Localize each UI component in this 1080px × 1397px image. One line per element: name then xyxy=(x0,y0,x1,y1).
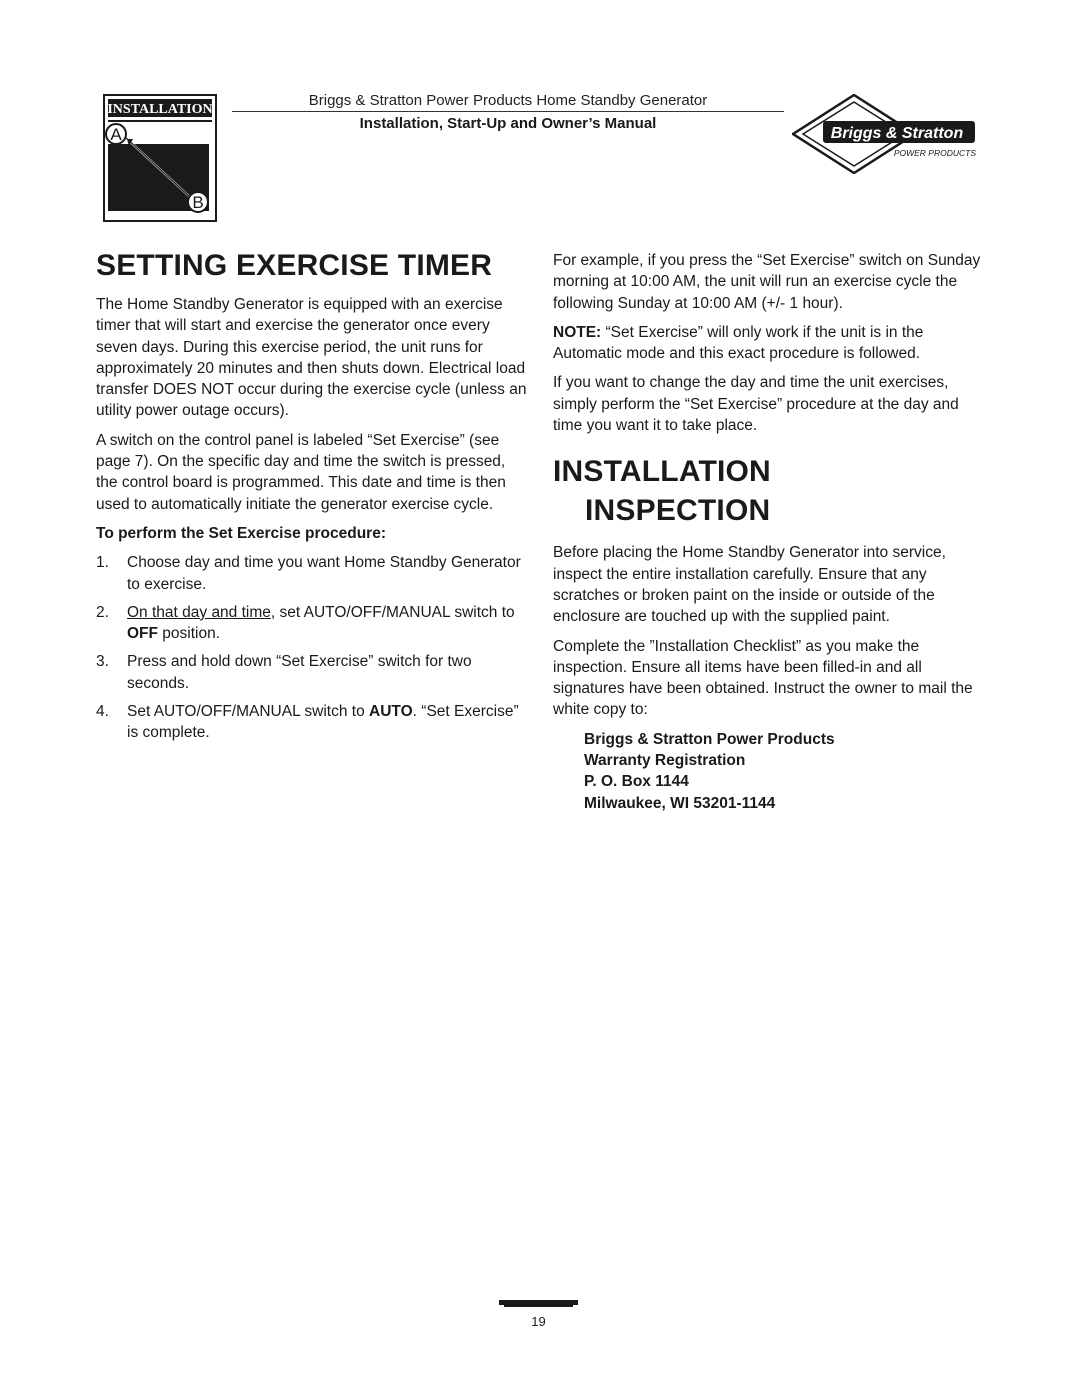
section-heading-exercise-timer: SETTING EXERCISE TIMER xyxy=(96,249,493,282)
list-item: 1. Choose day and time you want Home Standby Generator to exercise. xyxy=(96,554,521,593)
list-item: 4. Set AUTO/OFF/MANUAL switch to AUTO. “Set Exercise” is complete. xyxy=(96,703,519,742)
svg-text:A: A xyxy=(110,125,122,144)
mailing-address: Briggs & Stratton Power Products Warranty Registration P. O. Box 1144 Milwaukee, WI 53201-1144 xyxy=(584,730,835,812)
badge-label: INSTALLATION xyxy=(107,102,213,117)
note-paragraph: NOTE: “Set Exercise” will only work if the unit is in the Automatic mode and this exact procedure is followed. xyxy=(553,323,924,363)
running-header-subtitle: Installation, Start-Up and Owner’s Manual xyxy=(359,115,657,132)
list-item: 3. Press and hold down “Set Exercise” switch for two seconds. xyxy=(96,653,472,692)
page-number: 19 xyxy=(531,1314,546,1329)
procedure-heading: To perform the Set Exercise procedure: xyxy=(96,524,386,542)
section-heading-installation-inspection: INSTALLATION INSPECTION xyxy=(553,455,771,528)
paragraph: If you want to change the day and time the unit exercises, simply perform the “Set Exercise” procedure at the day and time you want it to take place. xyxy=(553,374,959,435)
paragraph: Complete the ”Installation Checklist” as you make the inspection. Ensure all items have been filled-in and all signatures have been obtained. Instruct the owner to mail the white copy to: xyxy=(553,637,973,719)
left-column xyxy=(96,248,528,751)
brand-tagline: POWER PRODUCTS xyxy=(893,148,976,158)
paragraph: Before placing the Home Standby Generator into service, inspect the entire installation carefully. Ensure that any scratches or broken paint on the inside or outside of the enclosure are touched up with the supplied paint. xyxy=(553,544,946,626)
paragraph: The Home Standby Generator is equipped with an exercise timer that will start and exercise the generator once every seven days. During this exercise period, the unit runs for approximately 20 minutes and then shuts down. Electrical load transfer DOES NOT occur during the exercise cycle (unless an utility power outage occurs). xyxy=(96,296,527,420)
installation-badge-icon xyxy=(103,94,217,222)
procedure-steps xyxy=(96,552,528,743)
paragraph: For example, if you press the “Set Exercise” switch on Sunday morning at 10:00 AM, the unit will run an exercise cycle the following Sunday at 10:00 AM (+/- 1 hour). xyxy=(553,252,981,312)
paragraph: A switch on the control panel is labeled “Set Exercise” (see page 7). On the specific day and time the switch is pressed, the control board is programmed. This date and time is then used to automatically initiate the generator exercise cycle. xyxy=(96,431,506,513)
running-header-title: Briggs & Stratton Power Products Home Standby Generator xyxy=(308,92,708,109)
svg-text:B: B xyxy=(192,193,204,212)
brand-name: Briggs & Stratton xyxy=(830,125,964,142)
list-item: 2. On that day and time, set AUTO/OFF/MANUAL switch to OFF position. xyxy=(96,603,515,643)
page-number-bar xyxy=(504,1305,573,1307)
header-rule xyxy=(232,111,784,112)
briggs-stratton-logo xyxy=(792,94,982,174)
right-column xyxy=(553,250,985,814)
